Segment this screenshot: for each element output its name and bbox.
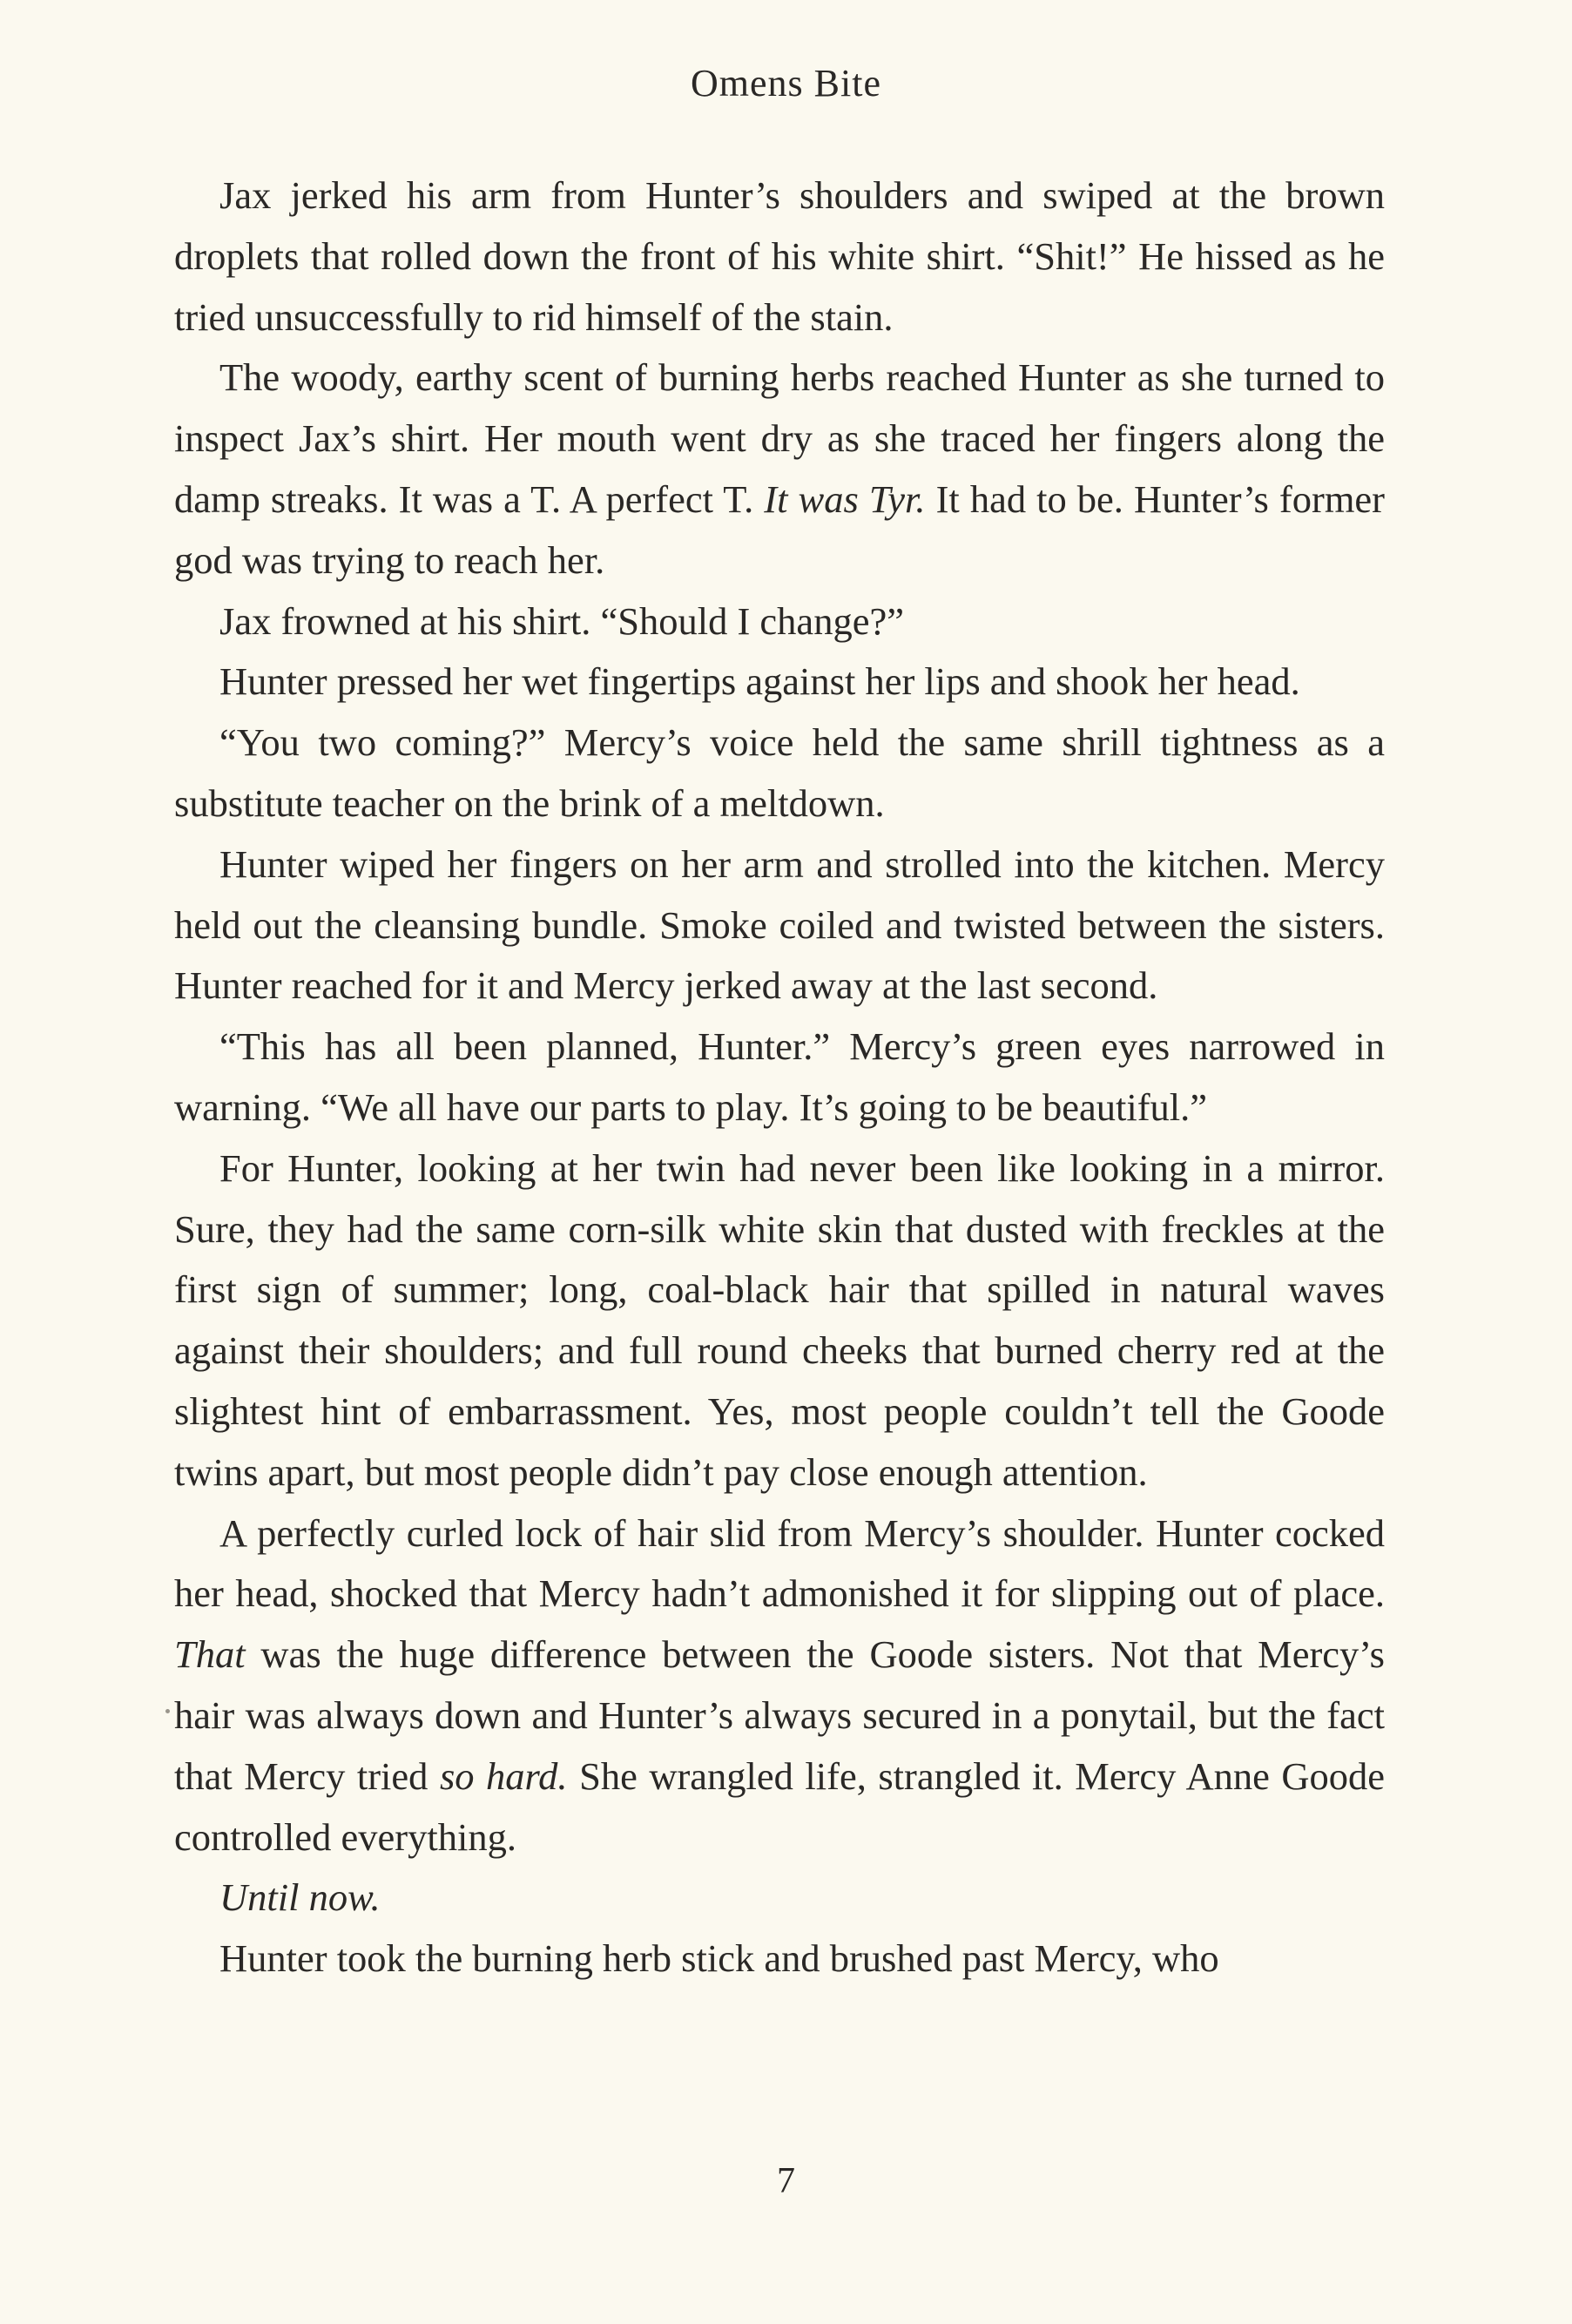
paragraph: Hunter took the burning herb stick and brushed past Mercy, who [219, 1936, 1219, 1981]
paragraph: The woody, earthy scent of burning herbs reached Hunter as she turned to inspect Jax’s shirt. Her mouth went dry as she traced her fingers along the damp streaks. It was a T. A perfect T. It was Tyr. It had to be. Hunter’s former god was trying to reach her. [174, 355, 1385, 582]
emphasis: Until now. [219, 1875, 381, 1920]
paragraph: For Hunter, looking at her twin had never been like looking in a mirror. Sure, they had the same corn-silk white skin that dusted with freckles at the first sign of summer; long, coal-black hair that spilled in natural waves against their shoulders; and full round cheeks that burned cherry red at the slightest hint of embarrassment. Yes, most people couldn’t tell the Goode twins apart, but most people didn’t pay close enough attention. [174, 1145, 1385, 1494]
stray-mark [165, 1709, 170, 1713]
page-number: 7 [777, 2161, 795, 2201]
paragraph: “This has all been planned, Hunter.” Mercy’s green eyes narrowed in warning. “We all have our parts to play. It’s going to be beautiful.” [174, 1024, 1385, 1129]
emphasis: That [174, 1632, 246, 1677]
body-text [174, 166, 1385, 1990]
paragraph [174, 1868, 1385, 1929]
emphasis: It was Tyr. [764, 476, 926, 521]
paragraph: Jax frowned at his shirt. “Should I change?” [219, 598, 904, 643]
paragraph: Hunter wiped her fingers on her arm and strolled into the kitchen. Mercy held out the cleansing bundle. Smoke coiled and twisted between the sisters. Hunter reached for it and Mercy jerked away at the last second. [174, 841, 1385, 1008]
paragraph: A perfectly curled lock of hair slid from Mercy’s shoulder. Hunter cocked her head, shocked that Mercy hadn’t admonished it for slipping out of place. That was the huge difference between the Goode sisters. Not that Mercy’s hair was always down and Hunter’s always secured in a ponytail, but the fact that Mercy tried so hard. She wrangled life, strangled it. Mercy Anne Goode controlled everything. [174, 1510, 1386, 1859]
emphasis: so hard. [439, 1753, 568, 1798]
paragraph: “You two coming?” Mercy’s voice held the same shrill tightness as a substitute teacher on the brink of a meltdown. [174, 720, 1385, 825]
running-head: Omens Bite [691, 62, 881, 105]
paragraph: Hunter pressed her wet fingertips against her lips and shook her head. [219, 659, 1300, 704]
paragraph: Jax jerked his arm from Hunter’s shoulders and swiped at the brown droplets that rolled down the front of his white shirt. “Shit!” He hissed as he tried unsuccessfully to rid himself of the stain. [174, 173, 1385, 339]
